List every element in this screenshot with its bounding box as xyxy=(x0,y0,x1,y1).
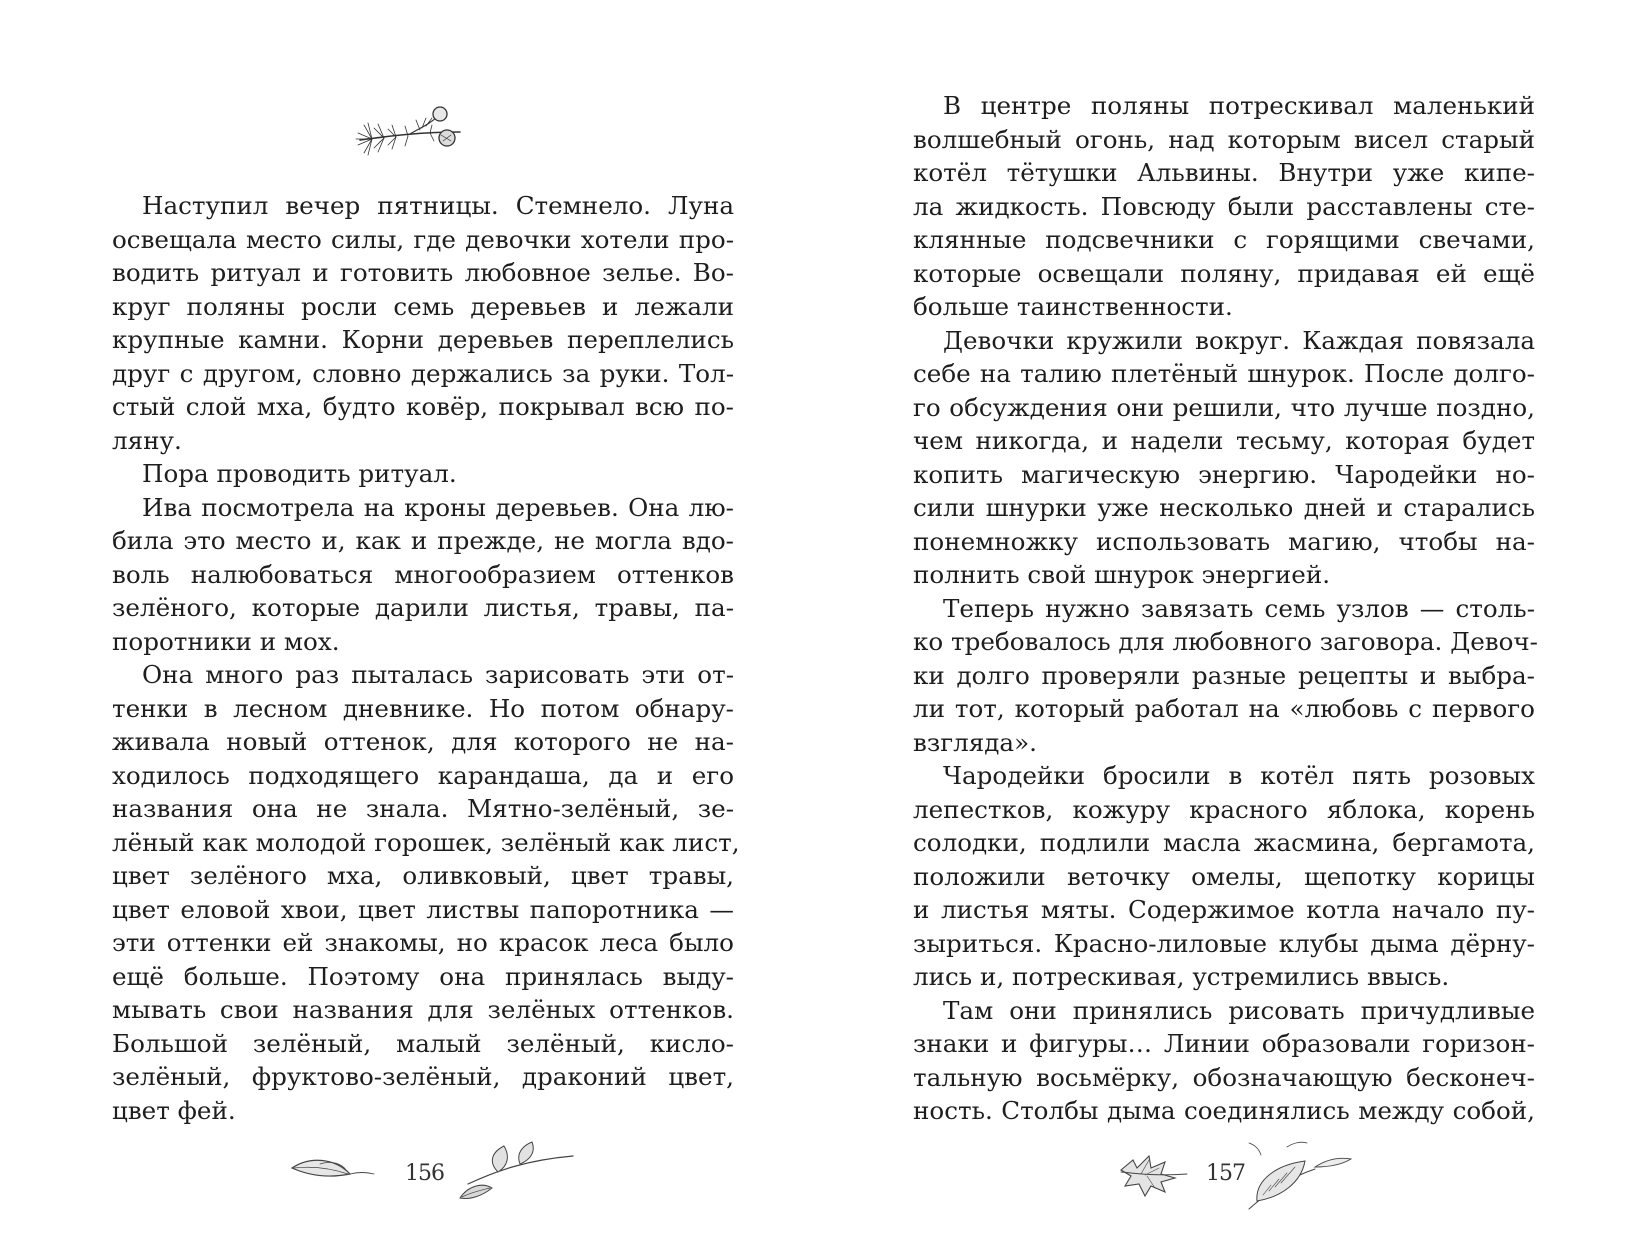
text-line: стый слой мха, будто ковёр, покрывал всю по- xyxy=(112,392,734,421)
leaf-sprig-ornament-icon xyxy=(458,1140,578,1202)
text-line: живала новый оттенок, для которого не на- xyxy=(112,727,734,756)
text-line: ла жидкость. Повсюду были расставлены сте- xyxy=(913,191,1535,221)
text-line: и листья мяты. Содержимое котла начало пу- xyxy=(913,895,1535,924)
text-line: круг поляны росли семь деревьев и лежали xyxy=(112,291,734,321)
text-line: В центре поляны потрескивал маленький xyxy=(943,91,1535,120)
text-line: мывать свои названия для зелёных оттенков. xyxy=(112,995,734,1024)
text-line: которые освещали поляну, придавая ей ещё xyxy=(913,258,1535,288)
text-line: солодки, подлили масла жасмина, бергамота, xyxy=(913,828,1535,857)
text-line: лепестков, кожуру красного яблока, корень xyxy=(913,794,1535,824)
text-line: больше таинственности. xyxy=(913,292,1233,321)
text-line: зыриться. Красно-лиловые клубы дыма дёрну- xyxy=(913,928,1535,958)
text-line: цвет еловой хвои, цвет листвы папоротника — xyxy=(112,894,734,924)
text-line: взгляда». xyxy=(913,727,1037,757)
text-line: ли тот, который работал на «любовь с первого xyxy=(913,694,1535,723)
text-line: ляну. xyxy=(112,425,182,455)
maple-leaf-ornament-icon xyxy=(1115,1148,1195,1198)
text-line: лёный как молодой горошек, зелёный как лист, xyxy=(112,827,740,857)
text-line: го обсуждения они решили, что лучше поздно, xyxy=(913,392,1535,422)
text-line: друг с другом, словно держались за руки. Тол- xyxy=(112,358,734,388)
leaf-ornament-left-icon xyxy=(290,1150,375,1190)
text-line: названия она не знала. Мятно-зелёный, зе- xyxy=(112,794,734,823)
text-line: сили шнурки уже несколько дней и старались xyxy=(913,493,1535,522)
text-line: Большой зелёный, малый зелёный, кисло- xyxy=(112,1028,734,1058)
text-line: знаки и фигуры… Линии образовали горизон- xyxy=(913,1029,1535,1058)
text-line: Девочки кружили вокруг. Каждая повязала xyxy=(943,325,1535,355)
text-line: водить ритуал и готовить любовное зелье. Во- xyxy=(112,258,734,287)
text-line: ещё больше. Поэтому она принялась выду- xyxy=(112,961,734,991)
text-line: себе на талию плетёный шнурок. После долго- xyxy=(913,359,1535,388)
text-line: била это место и, как и прежде, не могла вдо- xyxy=(112,526,734,555)
right-page xyxy=(815,0,1630,1252)
text-line: Она много раз пыталась зарисовать эти от- xyxy=(142,660,734,689)
text-line: Ива посмотрела на кроны деревьев. Она лю- xyxy=(142,492,734,522)
text-line: цвет фей. xyxy=(112,1095,236,1125)
text-line: зелёный, фруктово-зелёный, драконий цвет, xyxy=(112,1062,734,1091)
text-line: Там они принялись рисовать причудливые xyxy=(943,995,1535,1025)
text-line: положили веточку омелы, щепотку корицы xyxy=(913,861,1535,891)
text-line: Теперь нужно завязать семь узлов — столь- xyxy=(943,593,1535,623)
text-line: ность. Столбы дыма соединялись между собой, xyxy=(913,1096,1535,1125)
text-line: зелёного, которые дарили листья, травы, па- xyxy=(112,593,734,622)
text-line: воль налюбоваться многообразием оттенков xyxy=(112,559,734,589)
text-line: тальную восьмёрку, обозначающую бесконеч- xyxy=(913,1062,1535,1092)
text-line: чем никогда, и надели тесьму, которая будет xyxy=(913,426,1535,455)
text-line: тенки в лесном дневнике. Но потом обнару- xyxy=(112,693,734,723)
text-line: ко требовалось для любовного заговора. Девоч- xyxy=(913,627,1538,656)
feather-leaf-ornament-icon xyxy=(1245,1135,1355,1215)
text-line: волшебный огонь, над которым висел старый xyxy=(913,124,1535,154)
text-line: Чародейки бросили в котёл пять розовых xyxy=(943,761,1535,790)
text-line: ходилось подходящего карандаша, да и его xyxy=(112,760,734,790)
text-line: Наступил вечер пятницы. Стемнело. Луна xyxy=(142,191,734,220)
left-page-number: 156 xyxy=(405,1161,444,1186)
text-line: эти оттенки ей знакомы, но красок леса было xyxy=(112,928,734,957)
right-page-number: 157 xyxy=(1206,1161,1245,1186)
text-line: ки долго проверяли разные рецепты и выбра- xyxy=(913,660,1535,690)
right-page-text xyxy=(913,89,1538,1128)
text-line: понемножку использовать магию, чтобы на- xyxy=(913,526,1535,556)
text-line: полнить свой шнурок энергией. xyxy=(913,560,1331,589)
text-line: котёл тётушки Альвины. Внутри уже кипе- xyxy=(913,158,1535,187)
text-line: лись и, потрескивая, устремились ввысь. xyxy=(913,962,1450,991)
pine-branch-ornament-icon xyxy=(350,102,485,164)
left-page-text xyxy=(112,189,740,1127)
text-line: крупные камни. Корни деревьев переплелись xyxy=(112,325,734,354)
text-line: клянные подсвечники с горящими свечами, xyxy=(913,225,1535,254)
text-line: цвет зелёного мха, оливковый, цвет травы, xyxy=(112,861,734,890)
text-line: освещала место силы, где девочки хотели про- xyxy=(112,224,734,254)
text-line: копить магическую энергию. Чародейки но- xyxy=(913,459,1535,489)
text-line: Пора проводить ритуал. xyxy=(142,459,457,488)
text-line: поротники и мох. xyxy=(112,626,340,656)
